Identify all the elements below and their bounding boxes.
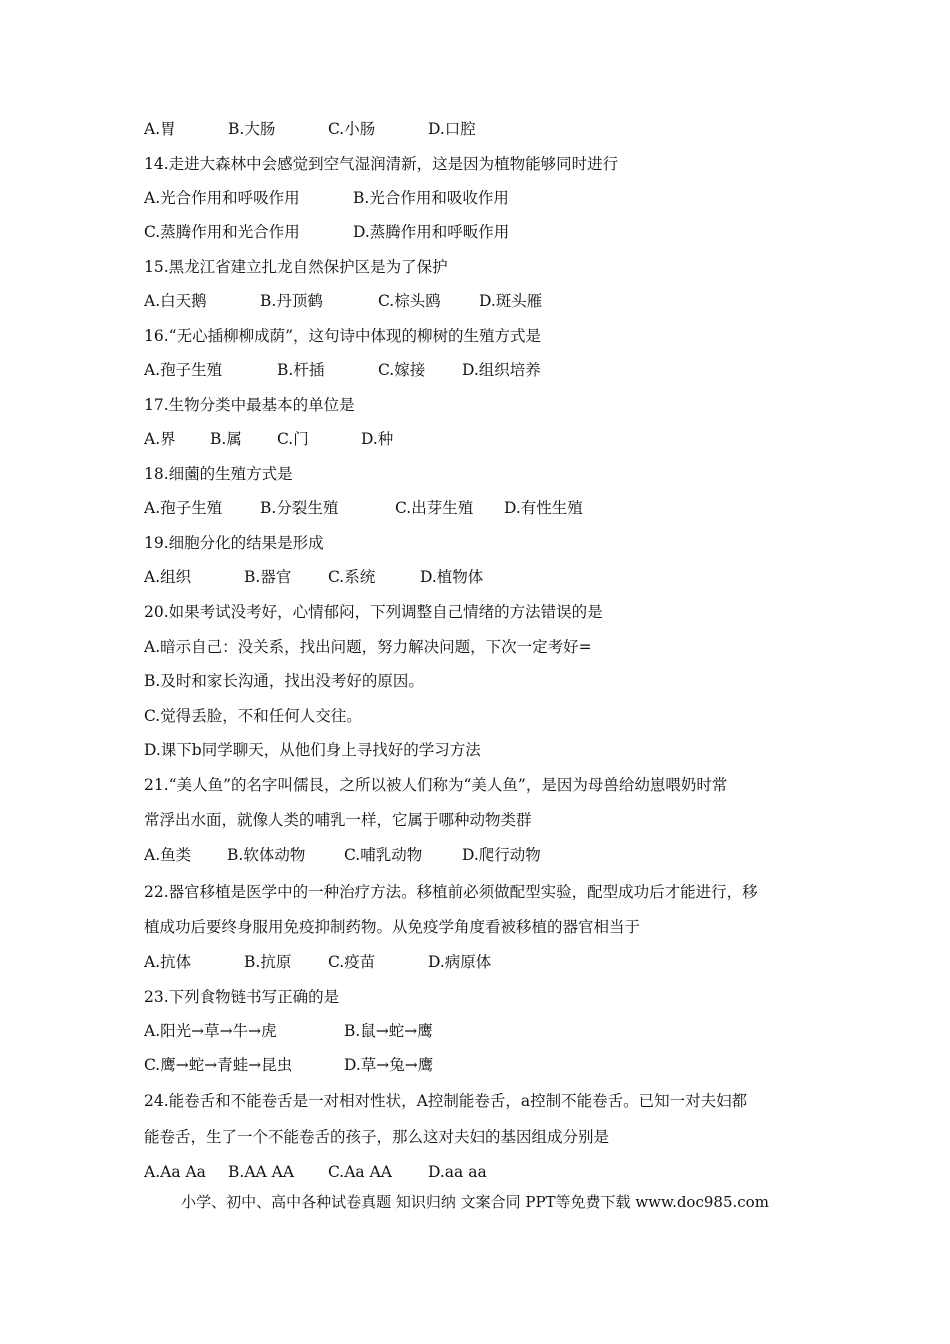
q16-option-d: D.组织培养 [462,361,541,379]
q24-option-b: B.AA AA [228,1163,295,1181]
q14-option-c: C.蒸腾作用和光合作用 [144,223,300,241]
q19-option-c: C.系统 [328,568,376,586]
q21-option-c: C.哺乳动物 [344,846,423,864]
q21-option-a: A.鱼类 [144,846,192,864]
q18-option-d: D.有性生殖 [504,499,583,517]
page-footer: 小学、初中、高中各种试卷真题 知识归纳 文案合同 PPT等免费下载 www.doc985.com [181,1193,769,1211]
q22-option-a: A.抗体 [144,953,192,971]
q19-stem: 19.细胞分化的结果是形成 [144,534,324,552]
q18-option-a: A.孢子生殖 [144,499,223,517]
q21-stem-line1: 21.“美人鱼”的名字叫儒艮，之所以被人们称为“美人鱼”，是因为母兽给幼崽喂奶时常 [144,776,728,794]
q24-option-a: A.Aa Aa [144,1163,206,1181]
q14-option-d: D.蒸腾作用和呼畈作用 [353,223,510,241]
q23-option-b: B.鼠→蛇→鹰 [344,1022,433,1040]
q24-option-d: D.aa aa [428,1163,487,1181]
q18-option-c: C.出芽生殖 [395,499,474,517]
q17-option-d: D.种 [361,430,394,448]
q24-stem-line2: 能卷舌，生了一个不能卷舌的孩子，那么这对夫妇的基因组成分别是 [144,1128,610,1146]
q22-option-b: B.抗原 [244,953,292,971]
q15-option-d: D.斑头雁 [479,292,543,310]
q23-option-d: D.草→兔→鹰 [344,1056,434,1074]
q16-stem: 16.“无心插柳柳成荫”，这句诗中体现的柳树的生殖方式是 [144,327,542,345]
q18-stem: 18.细薗的生殖方式是 [144,465,293,483]
q18-option-b: B.分裂生殖 [260,499,339,517]
q16-option-a: A.孢子生殖 [144,361,223,379]
q14-option-a: A.光合作用和呼吸作用 [144,189,300,207]
q16-option-c: C.嫁接 [378,361,426,379]
q20-option-b: B.及时和家长沟通，找出没考好的原因。 [144,672,424,690]
q24-stem-line1: 24.能卷舌和不能卷舌是一对相对性状，A控制能卷舌，a控制不能卷舌。已知一对夫妇都 [144,1092,748,1110]
q14-stem: 14.走进大森林中会感觉到空气湿润清新，这是因为植物能够同时进行 [144,155,619,173]
q22-option-c: C.疫苗 [328,953,376,971]
q19-option-a: A.组织 [144,568,192,586]
q14-option-b: B.光合作用和吸收作用 [353,189,509,207]
q17-option-c: C.门 [277,430,309,448]
q22-stem-line1: 22.器官移植是医学中的一种治疗方法。移植前必须做配型实验，配型成功后才能进行，移 [144,883,758,901]
q23-option-a: A.阳光→草→牛→虎 [144,1022,277,1040]
q24-option-c: C.Aa AA [328,1163,392,1181]
q21-option-d: D.爬行动物 [462,846,541,864]
q17-option-b: B.属 [210,430,242,448]
q21-stem-line2: 常浮出水面，就像人类的哺乳一样，它属于哪种动物类群 [144,811,532,829]
q22-option-d: D.病原体 [428,953,492,971]
q16-option-b: B.杆插 [277,361,325,379]
q23-option-c: C.鹰→蛇→青蛙→昆虫 [144,1056,293,1074]
q20-stem: 20.如果考试没考好，心情郁闷，下列调整自己情绪的方法错误的是 [144,603,603,621]
q19-option-b: B.器官 [244,568,292,586]
q19-option-d: D.植物体 [420,568,484,586]
q20-option-d: D.课下b同学聊天，从他们身上寻找好的学习方法 [144,741,481,759]
q15-stem: 15.黑龙江省建立扎龙自然保护区是为了保护 [144,258,448,276]
q20-option-a: A.暗示自己：没关系，找出问题，努力解决问题，下次一定考好= [144,638,592,656]
q13-option-c: C.小肠 [328,120,376,138]
q23-stem: 23.下列食物链书写正确的是 [144,988,340,1006]
q13-option-a: A.胃 [144,120,176,138]
q15-option-b: B.丹顶鹤 [260,292,323,310]
q13-option-d: D.口腔 [428,120,476,138]
q17-option-a: A.界 [144,430,176,448]
q13-option-b: B.大肠 [228,120,276,138]
q15-option-c: C.棕头鸥 [378,292,441,310]
q17-stem: 17.生物分类中最基本的单位是 [144,396,355,414]
q20-option-c: C.觉得丢脸，不和任何人交往。 [144,707,362,725]
q21-option-b: B.软体动物 [227,846,306,864]
q22-stem-line2: 植成功后要终身服用免疫抑制药物。从免疫学角度看被移植的器官相当于 [144,918,641,936]
q15-option-a: A.白天鹅 [144,292,207,310]
